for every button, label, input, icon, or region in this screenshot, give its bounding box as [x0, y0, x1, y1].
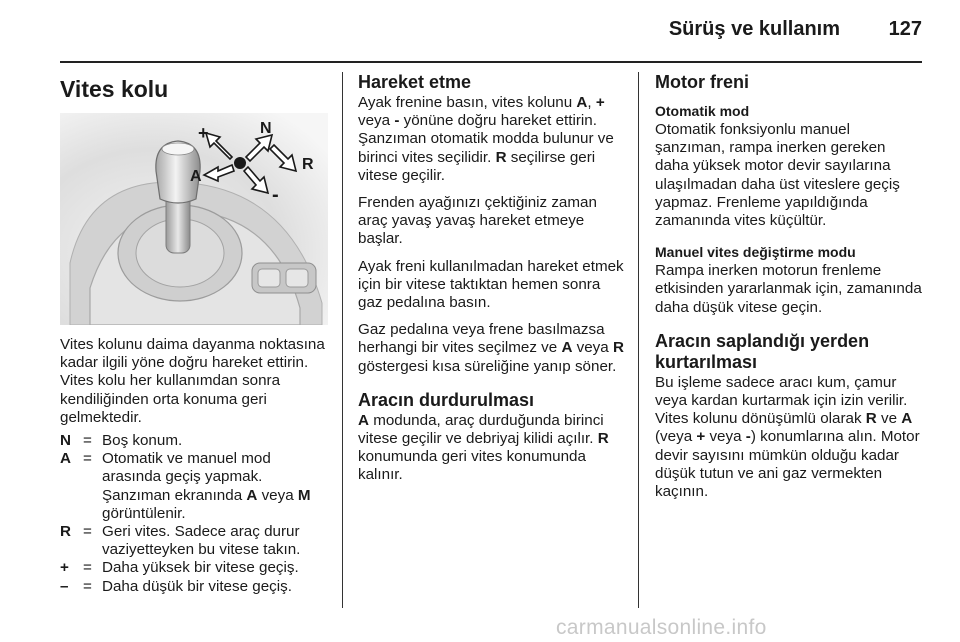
legend-eq: = [83, 523, 92, 541]
subheading-manuel-mod: Manuel vites değiştirme modu [655, 244, 856, 261]
left-intro [60, 336, 328, 436]
header-rule [60, 61, 922, 63]
text-part: Gaz pedalına veya frene basılmazsa herhangi bir vites seçilmez ve [358, 321, 605, 357]
right-column [655, 72, 923, 510]
text-part: seçilirse geri vitese geçilir. [358, 148, 596, 184]
bold-part: + [696, 428, 706, 446]
legend-item-plus [60, 559, 328, 577]
left-column [60, 72, 328, 102]
subheading-otomatik-mod: Otomatik mod [655, 103, 750, 119]
legend-key: A [60, 450, 71, 468]
legend-list [60, 432, 328, 596]
legend-key: + [60, 559, 69, 577]
heading-hareket-etme: Hareket etme [358, 72, 472, 92]
text-part: modunda, araç durduğunda birinci vitese geçilir ve debriyaj kilidi açılır. [358, 411, 604, 448]
bold-part: - [394, 112, 400, 130]
gear-lever-figure [60, 113, 328, 325]
text-part: göstergesi kısa süreliğine yanıp söner. [358, 357, 617, 375]
legend-text: Daha düşük bir vitese geçiş. [102, 577, 292, 595]
text-part: , [587, 94, 596, 111]
legend-key: R [60, 523, 71, 541]
intro-paragraph: Vites kolunu daima dayanma noktasına kadar ilgili yöne doğru hareket ettirin. Vites kolu her kullanımdan sonra kendiliğinden orta konuma geri gelmektedir. [60, 336, 325, 426]
legend-eq: = [83, 450, 92, 468]
paragraph-durdurma [358, 412, 624, 485]
console-button-1 [258, 269, 280, 287]
bold-part: - [745, 428, 751, 446]
legend-key: – [60, 577, 69, 595]
bold-part: R [612, 339, 624, 357]
text-part: veya [705, 428, 746, 446]
bold-part: R [865, 410, 877, 428]
paragraph-otomatik-mod: Otomatik fonksiyonlu manuel şanzıman, rampa inerken gereken daha yüksek motor devir sayılarına ulaşılmadan daha üst viteslere geçiş yapmaz. Frenleme yapıldığında zamanında vites küçültür. [655, 121, 900, 230]
legend-item-r [60, 523, 328, 559]
legend-eq: = [83, 559, 92, 577]
paragraph-manuel-mod: Rampa inerken motorun frenleme etkisinden yararlanmak için, zamanında daha düşük vitese geçin. [655, 262, 922, 316]
label-a: A [190, 168, 202, 185]
column-divider-1 [342, 72, 343, 608]
legend-item-a [60, 450, 328, 523]
text-part: Ayak frenine basın, vites kolunu [358, 94, 577, 111]
page-header [60, 14, 922, 48]
bold-part: A [561, 339, 573, 357]
text-part: veya [358, 112, 395, 130]
bold-part: A [901, 410, 913, 428]
text-part: ) konumlarına alın. Motor devir sayısını mümkün olduğu kadar düşük tutun ve ani gaz vermekten kaçının. [655, 428, 920, 501]
heading-saplanma: Aracın saplandığı yerden kurtarılması [655, 330, 870, 372]
legend-text-part: görüntülenir. [102, 504, 186, 522]
label-minus: - [272, 184, 279, 206]
middle-column [358, 72, 624, 494]
legend-key: N [60, 432, 71, 449]
heading-vites-kolu: Vites kolu [60, 76, 169, 102]
legend-bold: A [246, 486, 258, 504]
paragraph-hareket-4 [358, 321, 624, 376]
label-plus: + [198, 123, 209, 143]
legend-text: Geri vites. Sadece araç durur vaziyetteyken bu vitese takın. [102, 523, 301, 559]
label-r: R [302, 156, 314, 173]
column-divider-2 [638, 72, 639, 608]
page-number: 127 [888, 18, 922, 40]
legend-text-part: Otomatik ve manuel mod arasında geçiş yapmak. Şanzıman ekranında [102, 450, 271, 504]
bold-part: + [595, 94, 605, 111]
legend-eq: = [83, 432, 92, 449]
legend-text-part: veya [257, 486, 298, 504]
label-n: N [260, 120, 272, 137]
text-part: yönüne doğru hareket ettirin. Şanzıman otomatik modda bulunur ve birinci vites seçilidir. [358, 112, 614, 166]
legend-text [102, 450, 311, 522]
legend-item-minus [60, 578, 328, 596]
heading-motor-freni: Motor freni [655, 72, 749, 92]
paragraph-hareket-1 [358, 94, 624, 185]
paragraph-saplanma [655, 374, 923, 501]
section-title: Sürüş ve kullanım [668, 18, 840, 40]
paragraph-hareket-2: Frenden ayağınızı çektiğiniz zaman araç yavaş yavaş hareket etmeye başlar. [358, 194, 597, 248]
bold-part: R [597, 430, 609, 448]
text-part: Bu işleme sadece aracı kum, çamur veya kardan kurtarmak için izin verilir. Vites kolunu dönüşümlü olarak [655, 373, 908, 428]
legend-eq: = [83, 577, 92, 595]
legend-item-n [60, 432, 328, 450]
heading-aracin-durdurulmasi: Aracın durdurulması [358, 389, 535, 410]
watermark: carmanualsonline.info [556, 616, 767, 639]
bold-part: R [495, 148, 507, 166]
shift-center-dot [234, 157, 246, 169]
text-part: (veya [655, 428, 697, 446]
gear-knob-top [162, 143, 194, 155]
text-part: ve [876, 410, 902, 428]
bold-part: A [358, 411, 369, 429]
legend-text: Daha yüksek bir vitese geçiş. [102, 559, 299, 577]
paragraph-hareket-3: Ayak freni kullanılmadan hareket etmek için bir vitese taktıktan hemen sonra gaz pedalına basın. [358, 257, 624, 312]
text-part: konumunda geri vites konumunda kalınır. [358, 448, 586, 484]
console-button-2 [286, 269, 308, 287]
text-part: veya [572, 339, 613, 357]
legend-bold: M [297, 486, 311, 504]
bold-part: A [576, 94, 588, 111]
legend-text: Boş konum. [102, 432, 183, 449]
